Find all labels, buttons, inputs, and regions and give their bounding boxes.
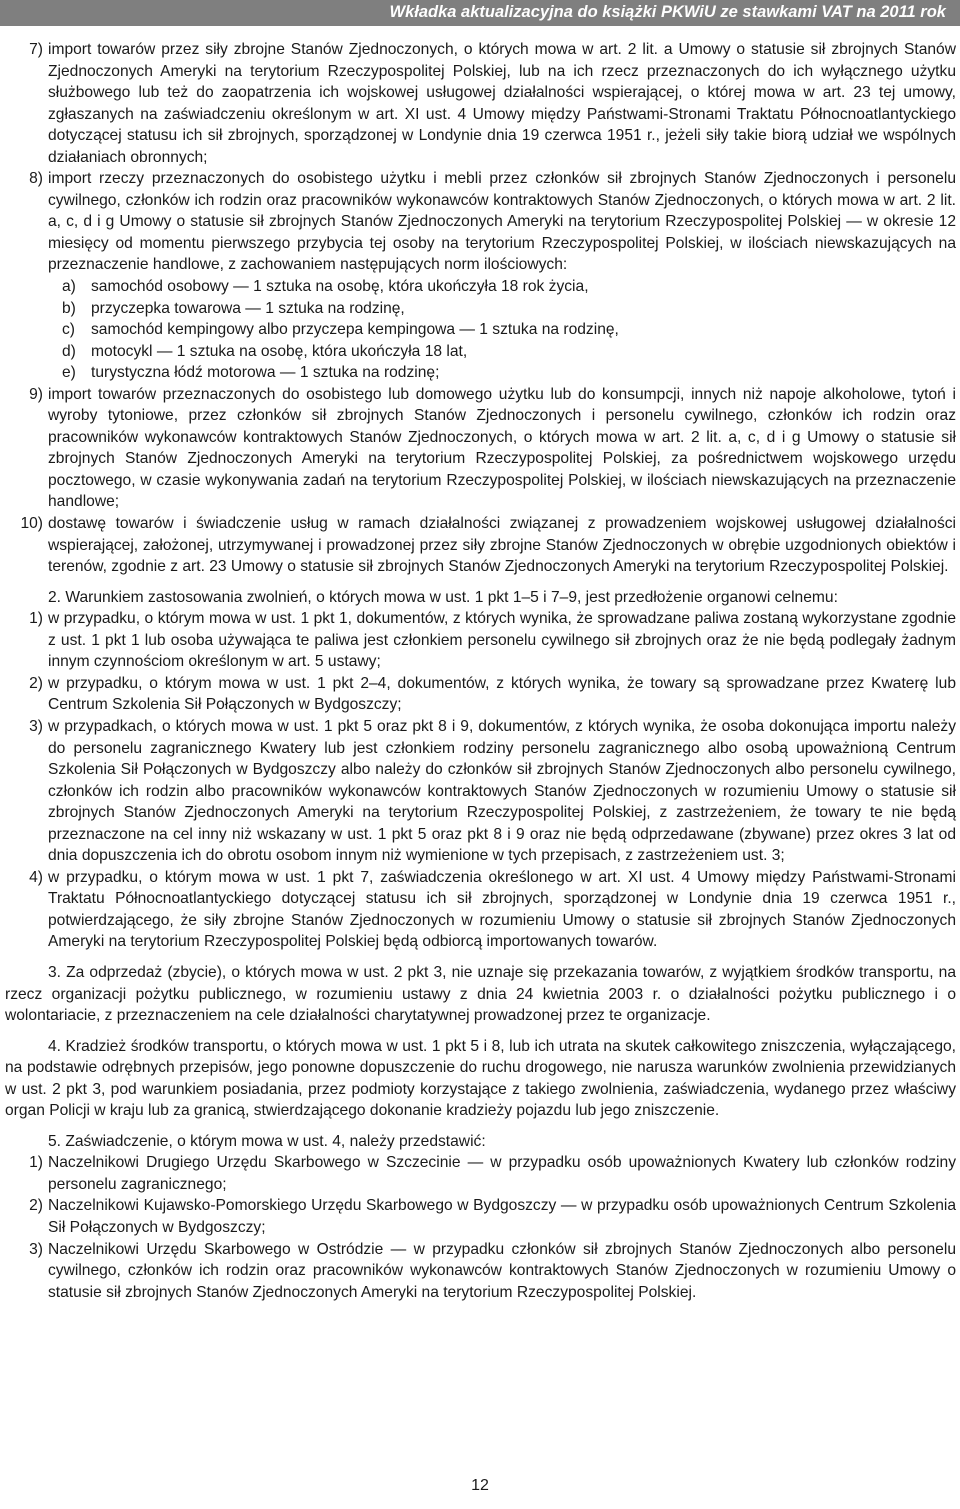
item-number: 1) [29, 610, 43, 628]
sub-item-letter: b) [62, 299, 76, 317]
header-title: Wkładka aktualizacyjna do książki PKWiU ze stawkami VAT na 2011 rok [389, 3, 946, 21]
sub-item-text: samochód kempingowy albo przyczepa kempingowa — 1 sztuka na rodzinę, [91, 321, 619, 339]
item-text: w przypadkach, o których mowa w ust. 1 pkt 5 oraz pkt 8 i 9, dokumentów, z których wynika, że osoba dokonująca importu należy do personelu zagranicznego Kwatery lub jest członkiem rodziny personelu zagranicznego albo osobą upoważnioną Centrum Szkolenia Sił Połączonych w Bydgoszczy albo należy do członków sił zbrojnych Stanów Zjednoczonych albo personelu cywilnego, członków ich rodzin albo pracowników wykonawców kontraktowych Stanów Zjednoczonych w rozumieniu Umowy o statusie sił zbrojnych Stanów Zjednoczonych Ameryki na terytorium Rzeczypospolitej Polskiej, z zastrzeżeniem, że towary te nie będą przeznaczone na cel inny niż wskazany w ust. 1 pkt 5 oraz pkt 8 i 9 oraz nie będą odprzedawane (zbywane) przez okres 3 lat od dnia dopuszczenia ich do obrotu osobom innym niż wymienione w tych przepisach, z zastrzeżeniem ust. 3; [48, 717, 956, 865]
sub-item-text: przyczepka towarowa — 1 sztuka na rodzinę, [91, 299, 405, 317]
sub-list-item [0, 341, 960, 363]
paragraph-2: 2. Warunkiem zastosowania zwolnień, o których mowa w ust. 1 pkt 1–5 i 7–9, jest przedłożenie organowi celnemu: [48, 588, 838, 606]
sub-item-text: samochód osobowy — 1 sztuka na osobę, która ukończyła 18 rok życia, [91, 278, 589, 296]
item-text: Naczelnikowi Drugiego Urzędu Skarbowego w Szczecinie — w przypadku osób upoważnionych Kwatery lub członków rodziny personelu zagranicznego; [48, 1154, 956, 1193]
item-number: 1) [29, 1154, 43, 1172]
sub-item-text: motocykl — 1 sztuka na osobę, która ukończyła 18 lat, [91, 342, 468, 360]
list-item [0, 608, 960, 673]
item-number: 9) [29, 385, 43, 403]
item-text: w przypadku, o którym mowa w ust. 1 pkt 7, zaświadczenia określonego w art. XI ust. 4 Umowy między Państwami-Stronami Traktatu Północnoatlantyckiego dotyczącej statusu ich sił zbrojnych, sporządzonej w Londynie dnia 19 czerwca 1951 r., potwierdzającego, że siły zbrojne Stanów Zjednoczonych w rozumieniu Umowy o statusie sił zbrojnych Stanów Zjednoczonych Ameryki na terytorium Rzeczypospolitej Polskiej będą odbiorcą importowanych towarów. [48, 868, 956, 951]
item-number: 4) [29, 868, 43, 886]
item-text: import rzeczy przeznaczonych do osobistego użytku i mebli przez członków sił zbrojnych Stanów Zjednoczonych i personelu cywilnego, członków ich rodzin oraz pracowników wykonawców kontraktowych Stanów Zjednoczonych, o których mowa w art. 2 lit. a, c, d i g Umowy o statusie sił zbrojnych Stanów Zjednoczonych Ameryki na terytorium Rzeczypospolitej Polskiej — w okresie 12 miesięcy od momentu pierwszego przybycia tej osoby na terytorium Rzeczypospolitej Polskiej, w ilościach niewskazujących na przeznaczenie handlowe, z zachowaniem następujących norm ilościowych: [48, 170, 956, 274]
paragraph-3: 3. Za odprzedaż (zbycie), o których mowa w ust. 2 pkt 3, nie uznaje się przekazania towarów, z wyjątkiem środków transportu, na rzecz organizacji pożytku publicznego, w rozumieniu ustawy z dnia 24 kwietnia 2003 r. o działalności pożytku publicznego i o wolontariacie, z przeznaczeniem na cele działalności charytatywnej prowadzonej przez te organizacje. [5, 963, 956, 1025]
sub-item-text: turystyczna łódź motorowa — 1 sztuka na rodzinę; [91, 364, 440, 382]
item-number: 8) [29, 170, 43, 188]
item-number: 3) [29, 1240, 43, 1258]
sub-list-item [0, 362, 960, 384]
item-text: import towarów przeznaczonych do osobistego lub domowego użytku lub do konsumpcji, innych niż napoje alkoholowe, tytoń i wyroby tytoniowe, przez członków sił zbrojnych Stanów Zjednoczonych i personelu cywilnego, członków ich rodzin oraz pracowników wykonawców kontraktowych Stanów Zjednoczonych, o których mowa w art. 2 lit. a, c, d i g Umowy o statusie sił zbrojnych Stanów Zjednoczonych Ameryki na terytorium Rzeczypospolitej Polskiej, za pośrednictwem wojskowego urzędu pocztowego, w czasie wykonywania zadań na terytorium Rzeczypospolitej Polskiej, w ilościach niewskazujących na przeznaczenie handlowe; [48, 385, 956, 511]
item-number: 2) [29, 1197, 43, 1215]
item-text: w przypadku, o którym mowa w ust. 1 pkt 2–4, dokumentów, z których wynika, że towary są sprowadzane przez Kwaterę lub Centrum Szkolenia Sił Połączonych w Bydgoszczy; [48, 674, 956, 714]
item-text: w przypadku, o którym mowa w ust. 1 pkt 1, dokumentów, z których wynika, że sprowadzane paliwa zostaną wykorzystane zgodnie z ust. 1 pkt 1 lub osoba używająca te paliwa jest członkiem personelu cywilnego sił zbrojnych oraz że nie będą podlegały żadnym innym czynnościom określonym w art. 5 ustawy; [48, 610, 956, 671]
list-item [0, 673, 960, 716]
sub-item-letter: d) [62, 342, 76, 360]
sub-list-item [0, 276, 960, 298]
sub-item-letter: a) [62, 278, 76, 296]
sub-item-letter: c) [62, 321, 75, 339]
list-item [0, 1152, 960, 1195]
paragraph-4: 4. Kradzież środków transportu, o których mowa w ust. 1 pkt 5 i 8, lub ich utrata na skutek całkowitego zniszczenia, wyłączającego, na podstawie odrębnych przepisów, jego ponowne dopuszczenie do ruchu drogowego, nie narusza warunków zwolnienia przewidzianych w ust. 2 pkt 3, pod warunkiem posiadania, przez podmioty korzystające z takiego zwolnienia, zaświadczenia, wydanego przez właściwy organ Policji w kraju lub za granicą, stwierdzającego dokonanie kradzieży pojazdu lub jego zniszczenie. [5, 1037, 956, 1120]
list-item [0, 867, 960, 953]
list-item [0, 1239, 960, 1304]
sub-item-letter: e) [62, 364, 76, 382]
list-item [0, 384, 960, 513]
list-item [0, 1195, 960, 1238]
page-number: 12 [471, 1477, 489, 1494]
list-item [0, 513, 960, 578]
item-text: import towarów przez siły zbrojne Stanów Zjednoczonych, o których mowa w art. 2 lit. a Umowy o statusie sił zbrojnych Stanów Zjednoczonych Ameryki na terytorium Rzeczypospolitej Polskiej, lub na ich rzecz przeznaczonych do ich wyłącznego użytku służbowego lub też do zaopatrzenia ich wojskowej usługowej działalności wspierającej, o której mowa w art. 23 tej umowy, zgłaszanych na zaświadczeniu określonym w art. XI ust. 4 Umowy między Państwami-Stronami Traktatu Północnoatlantyckiego dotyczącej statusu ich sił zbrojnych, sporządzonej w Londynie dnia 19 czerwca 1951 r., jeżeli siły takie biorą udział we wspólnych działaniach obronnych; [48, 41, 956, 166]
item-number: 10) [20, 515, 43, 533]
page-header [0, 0, 960, 26]
item-number: 7) [29, 41, 43, 58]
item-text: Naczelnikowi Urzędu Skarbowego w Ostródzie — w przypadku członków sił zbrojnych Stanów Zjednoczonych albo personelu cywilnego, członków ich rodzin oraz pracowników wykonawców kontraktowych Stanów Zjednoczonych w rozumieniu Umowy o statusie sił zbrojnych Stanów Zjednoczonych Ameryki na terytorium Rzeczypospolitej Polskiej. [48, 1240, 956, 1301]
item-text: Naczelnikowi Kujawsko-Pomorskiego Urzędu Skarbowego w Bydgoszczy — w przypadku osób upoważnionych Centrum Szkolenia Sił Połączonych w Bydgoszczy; [48, 1197, 956, 1236]
item-number: 3) [29, 717, 43, 735]
item-text: dostawę towarów i świadczenie usług w ramach działalności związanej z prowadzeniem wojskowej usługowej działalności wspierającej, założonej, utrzymywanej i prowadzonej przez siły zbrojne Stanów Zjednoczonych w obrębie uzgodnionych obiektów i terenów, zgodnie z art. 23 Umowy o statusie sił zbrojnych Stanów Zjednoczonych Ameryki na terytorium Rzeczypospolitej Polskiej. [48, 515, 956, 576]
sub-list-item [0, 319, 960, 341]
list-item [0, 39, 960, 168]
item-number: 2) [29, 674, 43, 692]
list-item [0, 716, 960, 867]
paragraph-5: 5. Zaświadczenie, o którym mowa w ust. 4, należy przedstawić: [48, 1132, 486, 1150]
document-body [0, 39, 960, 1303]
list-item [0, 168, 960, 276]
sub-list-item [0, 298, 960, 320]
